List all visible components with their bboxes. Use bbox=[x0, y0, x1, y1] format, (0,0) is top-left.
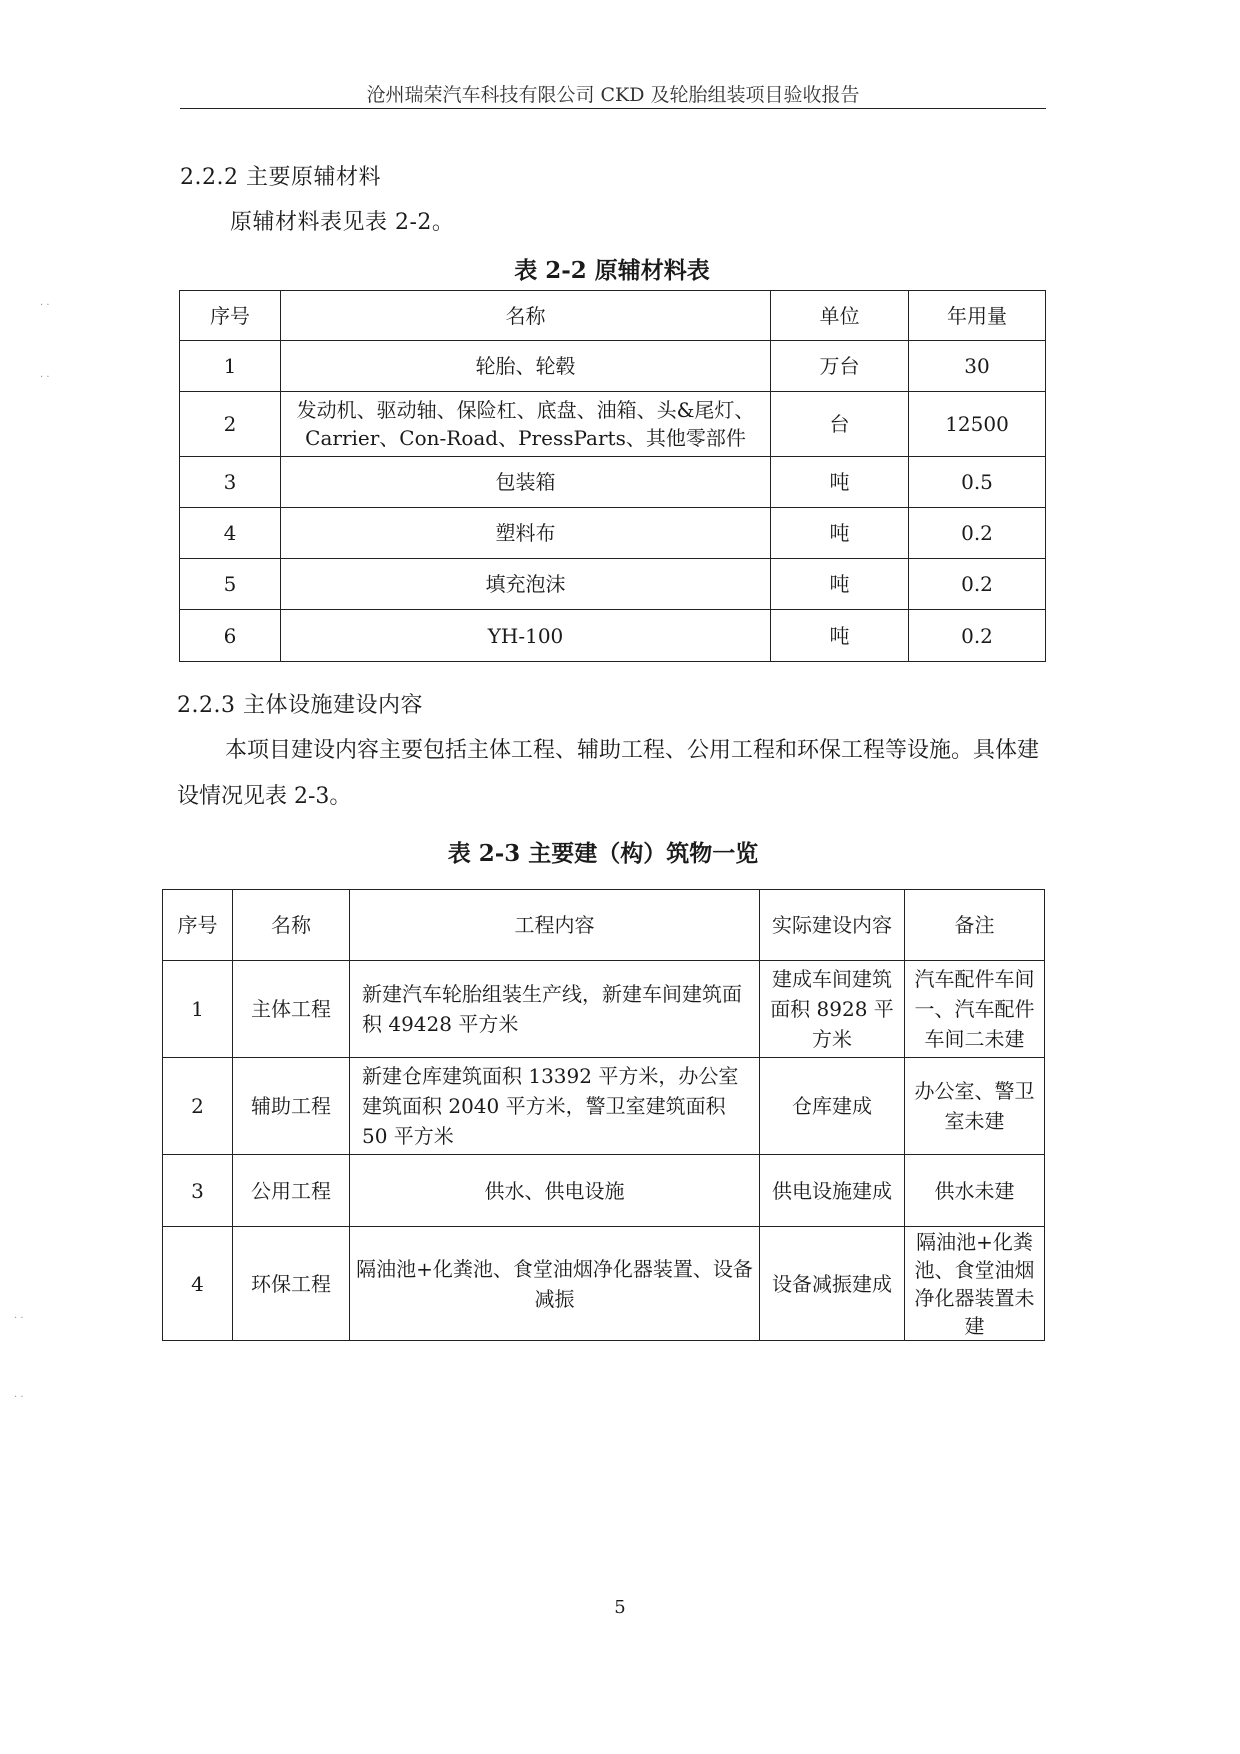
table-row bbox=[180, 341, 1046, 392]
cell-unit: 台 bbox=[771, 392, 909, 457]
cell-name: 主体工程 bbox=[233, 961, 350, 1058]
column-header: 年用量 bbox=[909, 291, 1046, 341]
cell-annual-usage: 0.2 bbox=[909, 559, 1046, 610]
cell-remarks: 办公室、警卫室未建 bbox=[905, 1058, 1045, 1155]
cell-name: 辅助工程 bbox=[233, 1058, 350, 1155]
column-header: 备注 bbox=[905, 890, 1045, 961]
table-row bbox=[180, 457, 1046, 508]
header-rule bbox=[180, 108, 1046, 109]
cell-index: 2 bbox=[180, 392, 281, 457]
table-row bbox=[163, 1155, 1045, 1227]
cell-annual-usage: 0.2 bbox=[909, 610, 1046, 662]
section-intro-2-2-2: 原辅材料表见表 2-2。 bbox=[230, 210, 455, 235]
table-row bbox=[180, 559, 1046, 610]
cell-remarks: 汽车配件车间一、汽车配件车间二未建 bbox=[905, 961, 1045, 1058]
table-2-2-caption: 表 2-2 原辅材料表 bbox=[514, 257, 710, 284]
cell-name: 环保工程 bbox=[233, 1227, 350, 1341]
column-header: 名称 bbox=[281, 291, 771, 341]
column-header: 序号 bbox=[180, 291, 281, 341]
cell-index: 3 bbox=[180, 457, 281, 508]
cell-name: 填充泡沫 bbox=[281, 559, 771, 610]
cell-index: 2 bbox=[163, 1058, 233, 1155]
cell-unit: 吨 bbox=[771, 559, 909, 610]
scan-speck: · · bbox=[14, 1313, 24, 1324]
table-header-row bbox=[180, 291, 1046, 341]
table-row bbox=[180, 392, 1046, 457]
cell-index: 5 bbox=[180, 559, 281, 610]
cell-annual-usage: 0.5 bbox=[909, 457, 1046, 508]
column-header: 名称 bbox=[233, 890, 350, 961]
cell-annual-usage: 0.2 bbox=[909, 508, 1046, 559]
table-row bbox=[163, 961, 1045, 1058]
cell-actual-content: 设备减振建成 bbox=[760, 1227, 905, 1341]
cell-index: 1 bbox=[163, 961, 233, 1058]
column-header: 实际建设内容 bbox=[760, 890, 905, 961]
cell-name: 轮胎、轮毂 bbox=[281, 341, 771, 392]
cell-remarks: 隔油池+化粪池、食堂油烟净化器装置未建 bbox=[905, 1227, 1045, 1341]
table-2-3-caption: 表 2-3 主要建（构）筑物一览 bbox=[447, 840, 759, 867]
cell-project-content: 新建汽车轮胎组装生产线，新建车间建筑面积 49428 平方米 bbox=[350, 961, 760, 1058]
cell-unit: 吨 bbox=[771, 610, 909, 662]
scan-speck: · · bbox=[40, 300, 50, 311]
cell-index: 3 bbox=[163, 1155, 233, 1227]
cell-annual-usage: 30 bbox=[909, 341, 1046, 392]
section-heading-2-2-3: 2.2.3 主体设施建设内容 bbox=[177, 693, 423, 718]
column-header: 序号 bbox=[163, 890, 233, 961]
cell-name: YH-100 bbox=[281, 610, 771, 662]
raw-materials-table bbox=[179, 290, 1046, 662]
document-header: 沧州瑞荣汽车科技有限公司 CKD 及轮胎组装项目验收报告 bbox=[366, 84, 860, 106]
cell-index: 4 bbox=[163, 1227, 233, 1341]
cell-remarks: 供水未建 bbox=[905, 1155, 1045, 1227]
cell-actual-content: 建成车间建筑面积 8928 平方米 bbox=[760, 961, 905, 1058]
section-heading-2-2-2: 2.2.2 主要原辅材料 bbox=[180, 165, 381, 190]
cell-index: 6 bbox=[180, 610, 281, 662]
scan-speck: · · bbox=[14, 1392, 24, 1403]
cell-name: 塑料布 bbox=[281, 508, 771, 559]
cell-actual-content: 供电设施建成 bbox=[760, 1155, 905, 1227]
cell-unit: 万台 bbox=[771, 341, 909, 392]
cell-index: 1 bbox=[180, 341, 281, 392]
table-row bbox=[180, 610, 1046, 662]
page-number: 5 bbox=[614, 1597, 626, 1618]
column-header: 单位 bbox=[771, 291, 909, 341]
section-paragraph-2-2-3: 本项目建设内容主要包括主体工程、辅助工程、公用工程和环保工程等设施。具体建设情况见表 2-3。 bbox=[177, 738, 1040, 809]
cell-project-content: 新建仓库建筑面积 13392 平方米，办公室建筑面积 2040 平方米，警卫室建筑面积 50 平方米 bbox=[350, 1058, 760, 1155]
cell-project-content: 供水、供电设施 bbox=[350, 1155, 760, 1227]
cell-unit: 吨 bbox=[771, 457, 909, 508]
cell-annual-usage: 12500 bbox=[909, 392, 1046, 457]
cell-name: 包装箱 bbox=[281, 457, 771, 508]
table-row bbox=[163, 1227, 1045, 1341]
scan-speck: · · bbox=[40, 372, 50, 383]
cell-actual-content: 仓库建成 bbox=[760, 1058, 905, 1155]
cell-name: 公用工程 bbox=[233, 1155, 350, 1227]
cell-name: 发动机、驱动轴、保险杠、底盘、油箱、头&尾灯、Carrier、Con-Road、PressParts、其他零部件 bbox=[281, 392, 771, 457]
table-row bbox=[163, 1058, 1045, 1155]
table-row bbox=[180, 508, 1046, 559]
cell-unit: 吨 bbox=[771, 508, 909, 559]
cell-index: 4 bbox=[180, 508, 281, 559]
cell-project-content: 隔油池+化粪池、食堂油烟净化器装置、设备减振 bbox=[350, 1227, 760, 1341]
column-header: 工程内容 bbox=[350, 890, 760, 961]
main-buildings-table bbox=[162, 889, 1045, 1341]
table-header-row bbox=[163, 890, 1045, 961]
